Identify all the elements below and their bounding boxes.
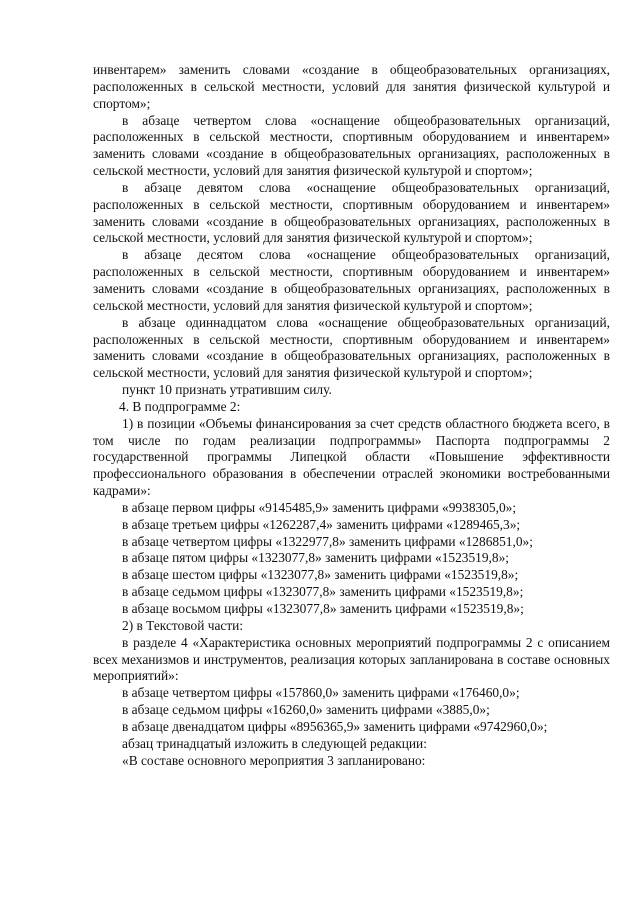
paragraph-figures-sixth: в абзаце шестом цифры «1323077,8» заменить цифрами «1523519,8»; (122, 567, 519, 583)
section-heading-subprogram-2: 4. В подпрограмме 2: (119, 398, 241, 414)
paragraph-section-4: в разделе 4 «Характеристика основных мероприятий подпрограммы 2 с описанием всех механизмов и инструментов, реализация которых запланирована в составе основных мероприятий»: (93, 634, 610, 684)
paragraph-section-4-twelfth: в абзаце двенадцатом цифры «8956365,9» заменить цифрами «9742960,0»; (122, 718, 548, 734)
paragraph-continuation: инвентарем» заменить словами «создание в общеобразовательных организациях, расположенных в сельской местности, условий для занятия физической культурой и спортом»; (93, 62, 610, 111)
paragraph-passport-position: 1) в позиции «Объемы финансирования за счет средств областного бюджета всего, в том числе по годам реализации подпрограммы» Паспорта подпрограммы 2 государственной программы Липецкой области «Повышение эффективности профессионального образования в обеспечении отраслей экономики востребованными кадрами»: (93, 415, 610, 499)
paragraph-section-4-seventh: в абзаце седьмом цифры «16260,0» заменить цифрами «3885,0»; (122, 702, 490, 718)
document-page (93, 62, 610, 769)
paragraph-figures-fifth: в абзаце пятом цифры «1323077,8» заменить цифрами «1523519,8»; (122, 550, 510, 566)
paragraph-text-part: 2) в Текстовой части: (122, 617, 244, 633)
paragraph-item-10: пункт 10 признать утратившим силу. (122, 382, 332, 398)
paragraph-thirteenth-new-edition: абзац тринадцатый изложить в следующей редакции: (122, 735, 427, 751)
paragraph-figures-eighth: в абзаце восьмом цифры «1323077,8» заменить цифрами «1523519,8»; (122, 601, 524, 616)
paragraph-figures-first: в абзаце первом цифры «9145485,9» заменить цифрами «9938305,0»; (122, 499, 517, 515)
paragraph-figures-fourth: в абзаце четвертом цифры «1322977,8» заменить цифрами «1286851,0»; (122, 533, 533, 549)
paragraph-amendment-eleventh: в абзаце одиннадцатом слова «оснащение общеобразовательных организаций, расположенных в сельской местности, спортивным оборудованием и инвентарем» заменить словами «создание в общеобразовательных организациях, расположенных в сельской местности, условий для занятия физической культурой и спортом»; (93, 314, 610, 381)
paragraph-amendment-tenth: в абзаце десятом слова «оснащение общеобразовательных организаций, расположенных в сельской местности, спортивным оборудованием и инвентарем» заменить словами «создание в общеобразовательных организациях, расположенных в сельской местности, условий для занятия физической культурой и спортом»; (93, 247, 610, 313)
paragraph-section-4-fourth: в абзаце четвертом цифры «157860,0» заменить цифрами «176460,0»; (122, 685, 520, 701)
paragraph-amendment-ninth: в абзаце девятом слова «оснащение общеобразовательных организаций, расположенных в сельской местности, спортивным оборудованием и инвентарем» заменить словами «создание в общеобразовательных организациях, расположенных в сельской местности, условий для занятия физической культурой и спортом»; (93, 179, 610, 246)
paragraph-amendment-fourth: в абзаце четвертом слова «оснащение общеобразовательных организаций, расположенных в сельской местности, спортивным оборудованием и инвентарем» заменить словами «создание в общеобразовательных организациях, расположенных в сельской местности, условий для занятия физической культурой и спортом»; (93, 112, 610, 179)
paragraph-figures-third: в абзаце третьем цифры «1262287,4» заменить цифрами «1289465,3»; (122, 516, 521, 532)
paragraph-quote-start: «В составе основного мероприятия 3 запланировано: (122, 752, 426, 768)
paragraph-figures-seventh: в абзаце седьмом цифры «1323077,8» заменить цифрами «1523519,8»; (122, 584, 524, 600)
